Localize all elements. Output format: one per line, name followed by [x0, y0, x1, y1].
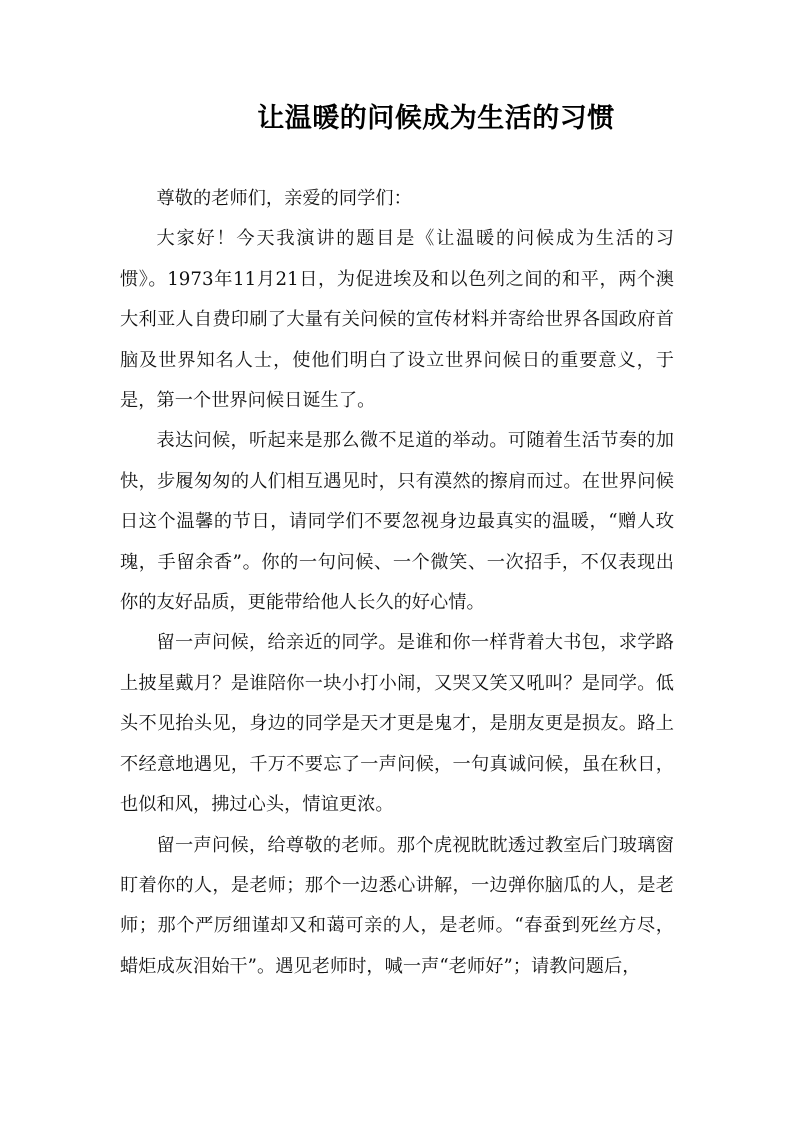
document-title: 让温暖的问候成为生活的习惯 [257, 103, 615, 134]
greeting-meaning-paragraph: 表达问候，听起来是那么微不足道的举动。可随着生活节奏的加快，步履匆匆的人们相互遇见时，只有漠然的擦肩而过。在世界问候日这个温馨的节日，请同学们不要忽视身边最真实的温暖，“赠人玫瑰，手留余香”。你的一句问候、一个微笑、一次招手，不仅表现出你的友好品质，更能带给他人长久的好心情。 [120, 430, 674, 614]
salutation-paragraph: 尊敬的老师们，亲爱的同学们： [156, 188, 412, 209]
intro-paragraph: 大家好！今天我演讲的题目是《让温暖的问候成为生活的习惯》。1973年11月21日，为促进埃及和以色列之间的和平，两个澳大利亚人自费印刷了大量有关问候的宣传材料并寄给世界各国政府首脑及世界知名人士，使他们明白了设立世界问候日的重要意义，于是，第一个世界问候日诞生了。 [120, 228, 674, 412]
document-body [120, 179, 674, 987]
teachers-paragraph: 留一声问候，给尊敬的老师。那个虎视眈眈透过教室后门玻璃窗盯着你的人，是老师；那个一边悉心讲解，一边弹你脑瓜的人，是老师；那个严厉细谨却又和蔼可亲的人，是老师。“春蚕到死丝方尽，蜡炬成灰泪始干”。遇见老师时，喊一声“老师好”；请教问题后， [120, 834, 674, 977]
classmates-paragraph: 留一声问候，给亲近的同学。是谁和你一样背着大书包，求学路上披星戴月？是谁陪你一块小打小闹，又哭又笑又吼叫？是同学。低头不见抬头见，身边的同学是天才更是鬼才，是朋友更是损友。路上不经意地遇见，千万不要忘了一声问候，一句真诚问候，虽在秋日，也似和风，拂过心头，情谊更浓。 [120, 632, 674, 816]
